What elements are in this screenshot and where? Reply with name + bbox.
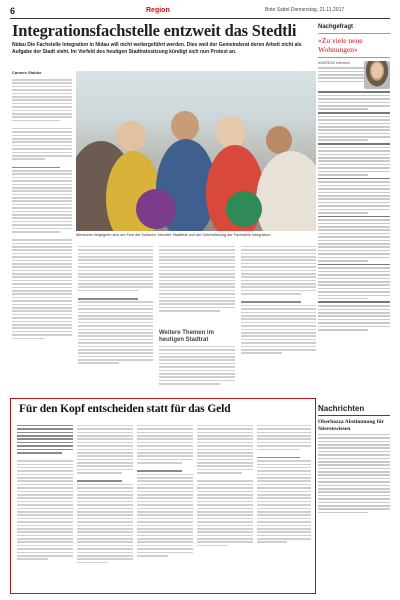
sidebar-kicker: Nachgefragt: [318, 24, 354, 30]
sidebar-interview: [318, 24, 390, 396]
article-headline: Integrationsfachstelle entzweit das Stedtli: [12, 21, 297, 40]
header-rule: [10, 18, 390, 19]
article-column-4: [241, 244, 316, 356]
news-briefs-title: Nachrichten: [318, 404, 365, 413]
news-briefs: [318, 404, 390, 515]
featured-box: [10, 398, 316, 594]
box-title: Für den Kopf entscheiden statt für das Geld: [19, 403, 231, 415]
news-brief-headline: Oberbozza Abstimmung für Stierenwiesen: [318, 419, 384, 432]
article-subhead: Nidau Die Fachstelle Integration in Nidau will nicht weitergeführt werden. Dies weil der Gemeinderat deren Arbeit nicht als Aufgabe der Stadt sieht. Im Vorfeld des heutigen Stadtratssitzung kündigt sich nun Protest an.: [12, 42, 302, 55]
box-column-5: [257, 423, 311, 545]
interviewee-portrait: [364, 61, 390, 89]
portrait-caption: ANDREAS Interview: [318, 61, 350, 65]
article-author: Carmen Stalder: [12, 70, 42, 75]
article-column-3: [159, 244, 235, 314]
article-column-1: [12, 70, 72, 341]
page-header: [10, 6, 390, 18]
box-column-3: [137, 423, 193, 558]
sidebar-title: «Zu viele neue Wohnungen»: [318, 36, 363, 54]
teaser-box: [159, 330, 235, 386]
box-column-1: [17, 423, 73, 562]
photo-caption: Menschen begegnen sich am Fest der Kulturen: Neunter Stadtfest und der Unterstützung der Fachstelle Integration.: [76, 233, 272, 237]
box-column-4: [197, 423, 253, 548]
article-photo: [76, 71, 316, 231]
teaser-title: Weitere Themen im heutigen Stadtrat: [159, 330, 214, 343]
box-column-2: [77, 423, 133, 565]
section-label: Region: [146, 7, 170, 14]
paper-info: Bote Sattel Donnerstag, 21.11.2017: [265, 7, 345, 13]
article-column-2: [78, 244, 153, 366]
page-number: 6: [10, 6, 16, 16]
